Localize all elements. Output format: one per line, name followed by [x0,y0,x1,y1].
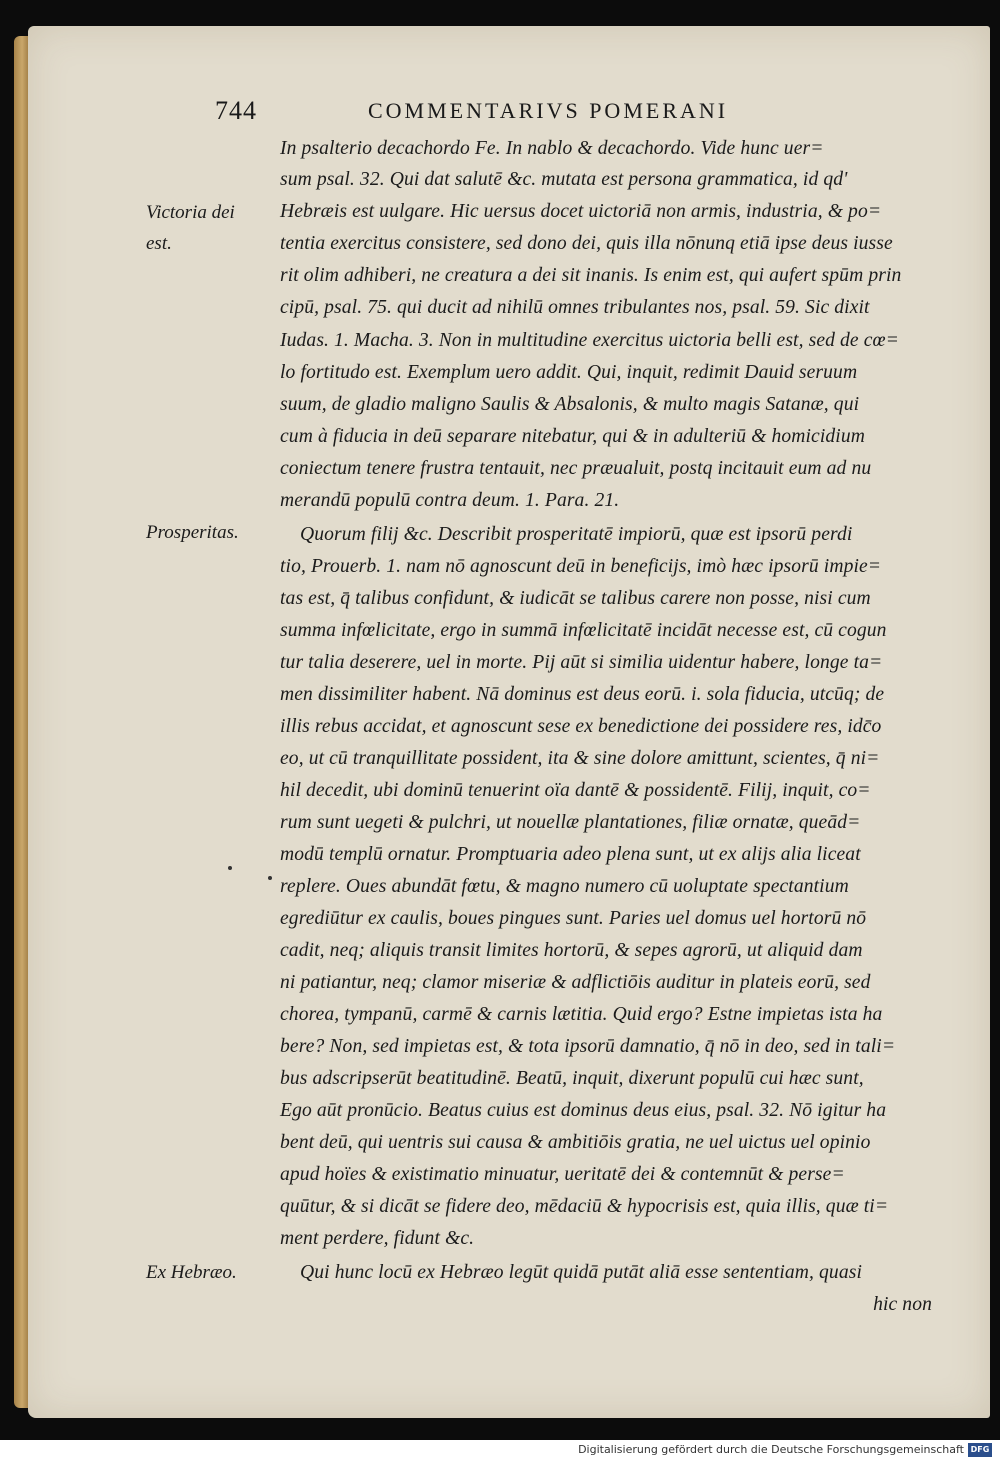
text-line: rum sunt uegeti & pulchri, ut nouellæ plantationes, filiæ ornatæ, queād= [280,812,861,833]
text-line: quūtur, & si dicāt se fidere deo, mēdaciū & hypocrisis est, quia illis, quæ ti= [280,1196,889,1217]
text-line: rit olim adhiberi, ne creatura a dei sit inanis. Is enim est, qui aufert spūm prin [280,265,902,286]
text-line: Hebræis est uulgare. Hic uersus docet uictoriā non armis, industria, & po= [280,201,882,222]
funding-credit: Digitalisierung gefördert durch die Deutsche Forschungsgemeinschaft [578,1443,964,1456]
text-line: tas est, q̄ talibus confidunt, & iudicāt se talibus carere non posse, nisi cum [280,588,871,609]
text-line: ni patiantur, neq; clamor miseriæ & adflictiōis auditur in plateis eorū, sed [280,972,871,993]
page-number: 744 [215,96,257,125]
text-line: Quorum filij &c. Describit prosperitatē impiorū, quæ est ipsorū perdi [300,524,853,545]
margin-note-victoria: Victoria dei [146,202,235,223]
text-line: cadit, neq; aliquis transit limites hortorū, & sepes agrorū, ut aliquid dam [280,940,863,961]
footer-bar [0,1440,1000,1462]
text-line: Qui hunc locū ex Hebræo legūt quidā putāt aliā esse sententiam, quasi [300,1262,862,1283]
text-line: bent deū, qui uentris sui causa & ambitiōis gratia, ne uel uictus uel opinio [280,1132,871,1153]
text-line: coniectum tenere frustra tentauit, nec præualuit, postq incitauit eum ad nu [280,458,872,479]
text-line: Ego aūt pronūcio. Beatus cuius est dominus deus eius, psal. 32. Nō igitur ha [280,1100,887,1121]
text-line: bus adscripserūt beatitudinē. Beatū, inquit, dixerunt populū cui hæc sunt, [280,1068,864,1089]
text-line: replere. Oues abundāt fœtu, & magno numero cū uoluptate spectantium [280,876,849,897]
ink-speck [228,866,232,870]
text-line: summa infœlicitate, ergo in summā infœlicitatē incidāt necesse est, cū cogun [280,620,887,641]
running-head: COMMENTARIVS POMERANI [368,98,729,123]
text-line: tio, Prouerb. 1. nam nō agnoscunt deū in beneficijs, imò hæc ipsorū impie= [280,556,882,577]
text-line: cipū, psal. 75. qui ducit ad nihilū omnes tribulantes nos, psal. 59. Sic dixit [280,297,870,318]
margin-note-prosperitas: Prosperitas. [146,522,239,543]
text-line: tur talia deserere, uel in morte. Pij aūt si similia uidentur habere, longe ta= [280,652,883,673]
text-line: lo fortitudo est. Exemplum uero addit. Qui, inquit, redimit Dauid seruum [280,362,858,383]
text-line: hil decedit, ubi dominū tenuerint oïa dantē & possidentē. Filij, inquit, co= [280,780,871,801]
dfg-logo: DFG [968,1443,992,1457]
text-line: merandū populū contra deum. 1. Para. 21. [280,490,620,511]
text-line: sum psal. 32. Qui dat salutē &c. mutata est persona grammatica, id qd' [280,169,848,190]
text-line: bere? Non, sed impietas est, & tota ipsorū damnatio, q̄ nō in deo, sed in tali= [280,1036,896,1057]
text-line: eo, ut cū tranquillitate possident, ita & sine dolore amittunt, scientes, q̄ ni= [280,748,880,769]
margin-note-ex-hebraeo: Ex Hebræo. [146,1262,237,1283]
text-line: suum, de gladio maligno Saulis & Absalonis, & multo magis Satanæ, qui [280,394,860,415]
text-line: apud hoïes & existimatio minuatur, ueritatē dei & contemnūt & perse= [280,1164,845,1185]
text-line: ment perdere, fidunt &c. [280,1228,475,1249]
text-line: Iudas. 1. Macha. 3. Non in multitudine exercitus uictoria belli est, sed de cœ= [280,330,899,351]
ink-speck [268,876,272,880]
text-line: egrediūtur ex caulis, boues pingues sunt. Paries uel domus uel hortorū nō [280,908,867,929]
text-line: tentia exercitus consistere, sed dono dei, quis illa nōnunq etiā ipse deus iusse [280,233,893,254]
text-line: modū templū ornatur. Promptuaria adeo plena sunt, ut ex alijs alia liceat [280,844,861,865]
text-line: illis rebus accidat, et agnoscunt sese ex benedictione dei possidere res, idc̄o [280,716,882,737]
text-line: cum à fiducia in deū separare nitebatur, qui & in adulteriū & homicidium [280,426,865,447]
text-line: hic non [873,1294,932,1315]
text-line: In psalterio decachordo Fe. In nablo & decachordo. Vide hunc uer= [280,138,824,159]
text-line: chorea, tympanū, carmē & carnis lætitia. Quid ergo? Estne impietas ista ha [280,1004,883,1025]
margin-note-est: est. [146,233,172,254]
text-line: men dissimiliter habent. Nā dominus est deus eorū. i. sola fiducia, utcūq; de [280,684,885,705]
